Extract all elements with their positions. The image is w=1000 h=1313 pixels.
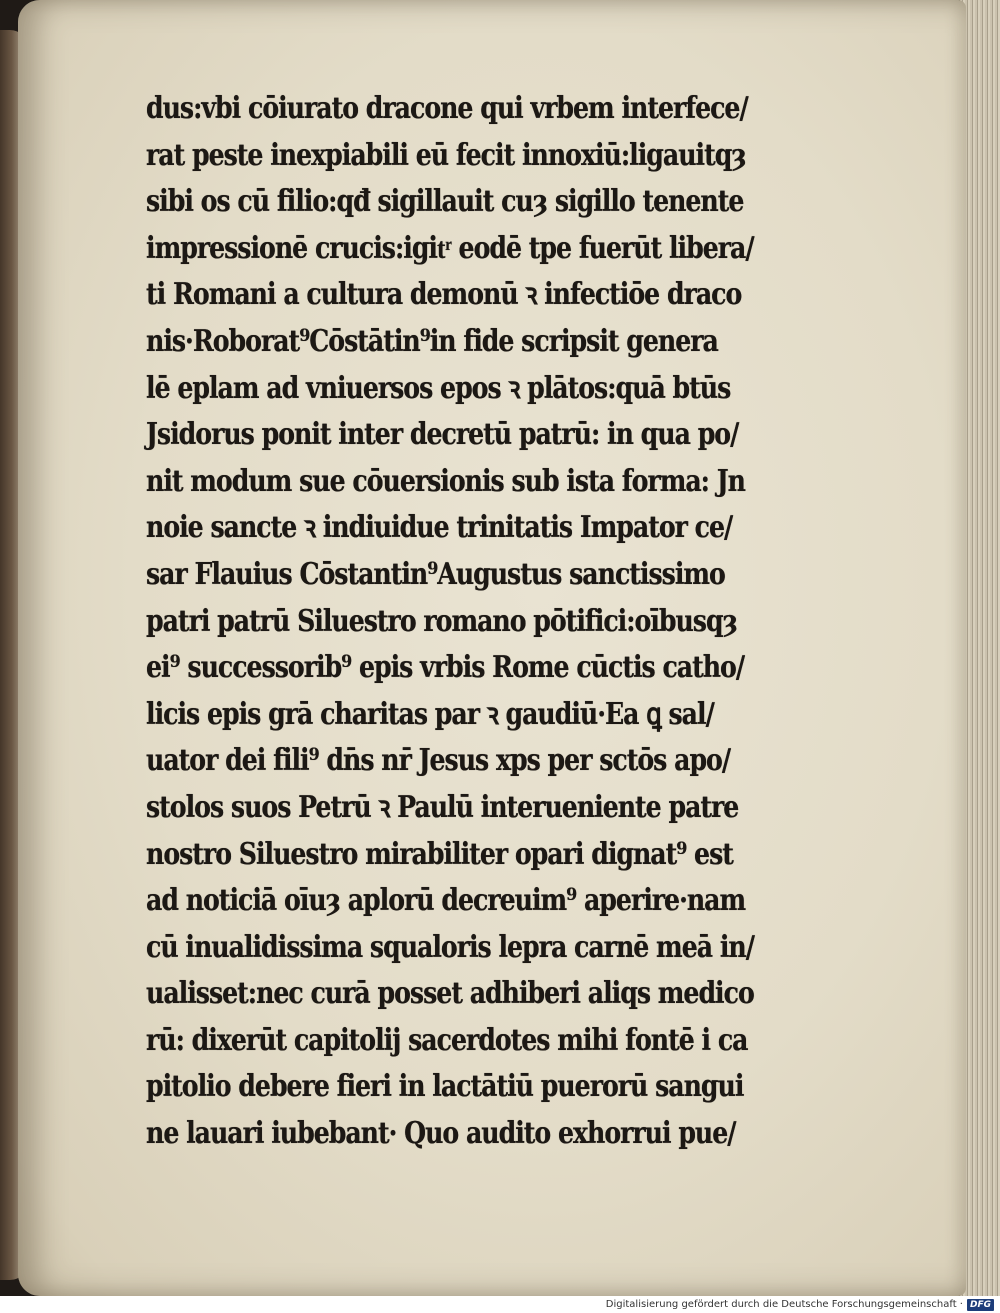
text-line: uator dei fili⁹ dn̄s nr̄ Jesus xps per sctōs apo/ xyxy=(146,743,731,779)
text-line: rat peste inexpiabili eū fecit innoxiū:ligauitqȝ xyxy=(146,137,746,173)
text-line: patri patrū Siluestro romano pōtifici:oībusqȝ xyxy=(146,603,737,639)
text-line: ti Romani a cultura demonū ꝛ infectiōe draco xyxy=(146,277,742,313)
text-line: nostro Siluestro mirabiliter opari dignat⁹ est xyxy=(146,836,733,872)
attribution-text: Digitalisierung gefördert durch die Deutsche Forschungsgemeinschaft · xyxy=(605,1299,963,1310)
text-line: sar Flauius Cōstantin⁹Augustus sanctissimo xyxy=(146,556,725,592)
text-line: cū inualidissima squaloris lepra carnē meā in/ xyxy=(146,929,754,965)
attribution-footer xyxy=(0,1296,1000,1313)
text-line: Jsidorus ponit inter decretū patrū: in qua po/ xyxy=(146,417,739,453)
text-line: nis·Roborat⁹Cōstātin⁹in fide scripsit genera xyxy=(146,323,718,359)
text-line: licis epis grā charitas par ꝛ gaudiū·Ea ꝗ sal/ xyxy=(146,696,714,732)
text-line: ei⁹ successorib⁹ epis vrbis Rome cūctis catho/ xyxy=(146,650,745,686)
text-line: noie sancte ꝛ indiuidue trinitatis Impator ce/ xyxy=(146,510,733,546)
text-line: ne lauari iubebant· Quo audito exhorrui pue/ xyxy=(146,1116,736,1152)
text-line: stolos suos Petrū ꝛ Paulū interueniente patre xyxy=(146,789,739,825)
text-line: impressionē crucis:igitͬ eodē tpe fuerūt libera/ xyxy=(146,230,754,266)
text-line: ad noticiā oīuȝ aplorū decreuim⁹ aperire·nam xyxy=(146,883,746,919)
text-line: dus:vbi cōiurato dracone qui vrbem interfece/ xyxy=(146,91,748,126)
book-page xyxy=(18,0,966,1296)
text-line: rū: dixerūt capitolij sacerdotes mihi fontē i ca xyxy=(146,1022,748,1058)
dfg-logo-icon: DFG xyxy=(967,1299,994,1311)
text-block xyxy=(146,86,886,1158)
text-line: ualisset:nec curā posset adhiberi aliqs medico xyxy=(146,976,754,1012)
text-line: pitolio debere fieri in lactātiū puerorū sangui xyxy=(146,1069,744,1105)
text-line: nit modum sue cōuersionis sub ista forma: Jn xyxy=(146,463,745,499)
text-line: sibi os cū filio:qđ sigillauit cuȝ sigillo tenente xyxy=(146,184,744,220)
text-line: lē eplam ad vniuersos epos ꝛ plātos:quā btūs xyxy=(146,370,731,406)
page-stack-edge xyxy=(960,0,1000,1313)
